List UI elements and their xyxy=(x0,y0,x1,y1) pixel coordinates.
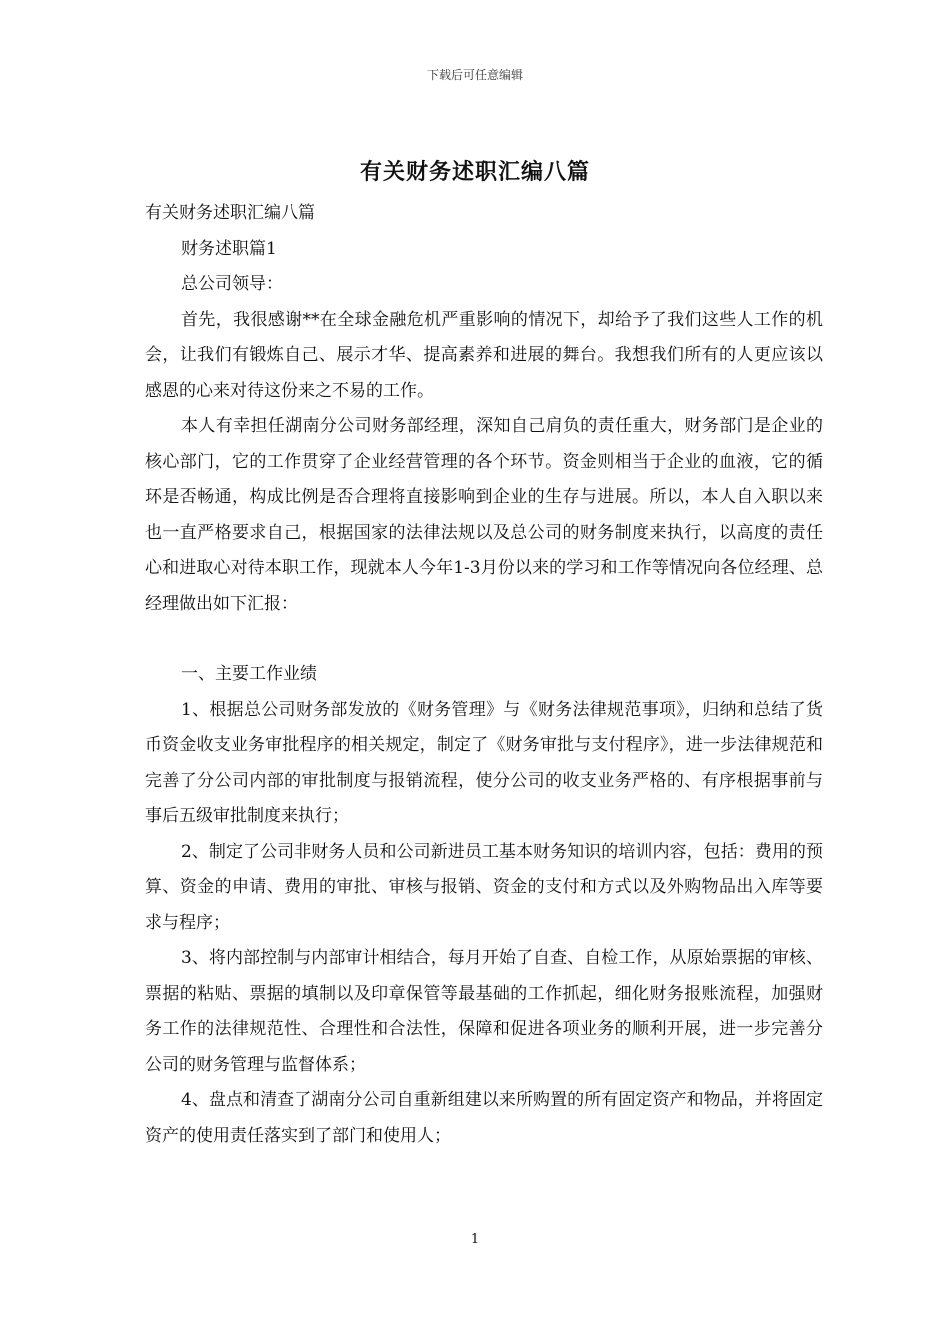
page-header: 下载后可任意编辑 xyxy=(426,68,523,82)
page-number: 1 xyxy=(470,1232,480,1247)
subtitle-paragraph: 有关财务述职汇编八篇 xyxy=(145,203,315,223)
salutation: 总公司领导： xyxy=(181,274,283,294)
section-heading: 财务述职篇1 xyxy=(181,238,277,259)
body-paragraph: 3、将内部控制与内部审计相结合，每月开始了自查、自检工作，从原始票据的审核、票据的粘贴、票据的填制以及印章保管等最基础的工作抓起，细化财务报账流程，加强财务工作的法律规范性、合理性和合法性，保障和促进各项业务的顺利开展，进一步完善分公司的财务管理与监督体系； xyxy=(145,948,823,1075)
body-paragraph: 1、根据总公司财务部发放的《财务管理》与《财务法律规范事项》，归纳和总结了货币资金收支业务审批程序的相关规定，制定了《财务审批与支付程序》，进一步法律规范和完善了分公司内部的审批制度与报销流程，使分公司的收支业务严格的、有序根据事前与事后五级审批制度来执行； xyxy=(145,699,823,826)
section-heading: 一、主要工作业绩 xyxy=(181,664,317,684)
body-paragraph: 本人有幸担任湖南分公司财务部经理，深知自己肩负的责任重大，财务部门是企业的核心部门，它的工作贯穿了企业经营管理的各个环节。资金则相当于企业的血液，它的循环是否畅通，构成比例是否合理将直接影响到企业的生存与进展。所以，本人自入职以来也一直严格要求自己，根据国家的法律法规以及总公司的财务制度来执行，以高度的责任心和进取心对待本职工作，现就本人今年1-3月份以来的学习和工作等情况向各位经理、总经理做出如下汇报： xyxy=(145,416,823,614)
body-paragraph: 首先，我很感谢**在全球金融危机严重影响的情况下，却给予了我们这些人工作的机会，让我们有锻炼自己、展示才华、提高素养和进展的舞台。我想我们所有的人更应该以感恩的心来对待这份来之不易的工作。 xyxy=(145,309,823,401)
paragraph-spacer xyxy=(145,622,823,657)
body-paragraph: 2、制定了公司非财务人员和公司新进员工基本财务知识的培训内容，包括：费用的预算、资金的申请、费用的审批、审核与报销、资金的支付和方式以及外购物品出入库等要求与程序； xyxy=(145,841,823,933)
document-body xyxy=(145,196,823,1154)
document-title: 有关财务述职汇编八篇 xyxy=(359,159,590,185)
body-paragraph: 4、盘点和清查了湖南分公司自重新组建以来所购置的所有固定资产和物品，并将固定资产的使用责任落实到了部门和使用人； xyxy=(145,1090,823,1146)
